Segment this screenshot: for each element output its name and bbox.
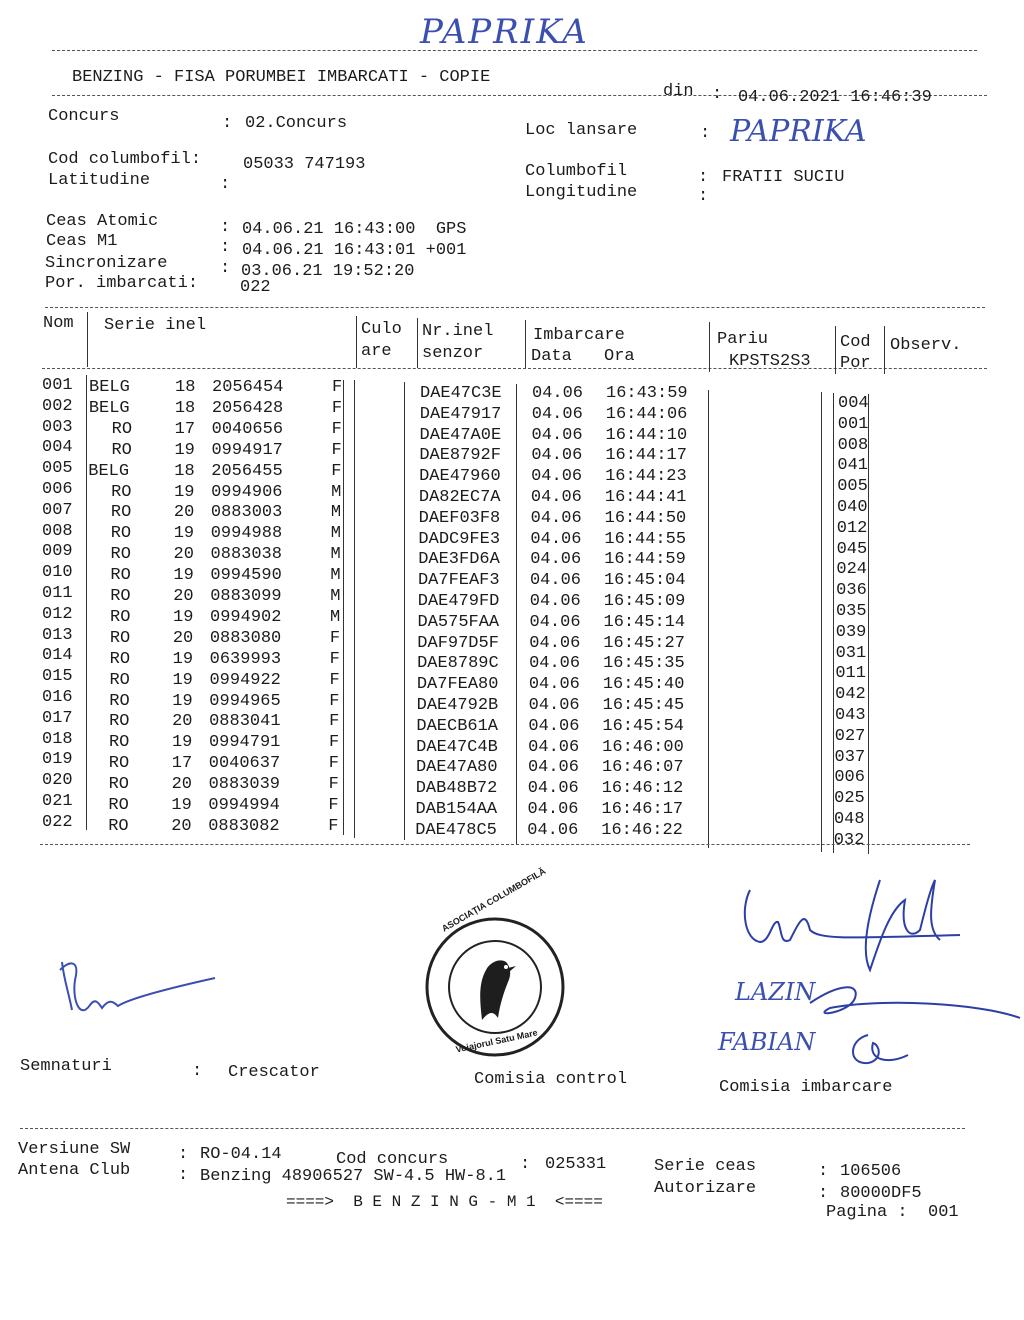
hdr-sep [709, 322, 710, 372]
row-nom: 013 [42, 625, 73, 645]
row-an: 19 [172, 691, 193, 711]
row-ora: 16:46:12 [601, 779, 684, 799]
row-senzor: DAE478C5 [415, 820, 497, 840]
row-sex: F [331, 461, 342, 481]
row-data: 04.06 [527, 758, 579, 778]
row-tara: RO [108, 796, 129, 815]
row-sex: M [330, 566, 341, 586]
row-data: 04.06 [530, 550, 582, 570]
row-nom: 014 [42, 646, 73, 666]
row-nr: 0994906 [211, 482, 283, 502]
row-sex: F [328, 733, 340, 753]
row-cod: 006 [834, 768, 865, 788]
row-sex: F [329, 649, 340, 669]
row-senzor: DAE47917 [419, 404, 502, 424]
col-imb-data: Data [531, 347, 572, 366]
hdr-sep [87, 312, 88, 367]
cod-columbofil-label: Cod columbofil: [48, 150, 202, 169]
row-nr: 0883039 [208, 775, 280, 795]
hdr-sep [525, 320, 526, 368]
row-an: 19 [172, 649, 194, 669]
row-nr: 0883038 [210, 545, 282, 565]
row-nr: 0994994 [208, 796, 280, 815]
row-sex: F [329, 670, 340, 690]
row-senzor: DAE479FD [417, 592, 500, 611]
row-data: 04.06 [531, 446, 583, 466]
row-ora: 16:44:06 [605, 404, 688, 424]
row-nr: 0994917 [211, 440, 283, 460]
row-cod: 039 [835, 622, 867, 642]
cm-sep: : [220, 238, 231, 257]
row-nom: 007 [42, 500, 73, 520]
versiune-label: Versiune SW [18, 1140, 131, 1159]
cod-columbofil-value: 05033 747193 [243, 155, 366, 174]
row-sex: F [329, 691, 340, 711]
signer-lazin: LAZIN [735, 978, 816, 1006]
row-nom: 002 [42, 396, 73, 416]
row-cod: 048 [833, 810, 865, 829]
row-cod: 005 [837, 477, 868, 497]
row-tara: BELG [88, 461, 130, 481]
row-nr: 2056428 [211, 398, 284, 418]
row-data: 04.06 [529, 654, 581, 674]
row-nr: 0994902 [210, 607, 282, 627]
row-sex: F [329, 712, 340, 732]
comisia-imbarcare-label: Comisia imbarcare [719, 1078, 893, 1097]
row-data: 04.06 [530, 529, 582, 549]
hdr-sep [417, 318, 418, 368]
handwritten-title: PAPRIKA [420, 12, 589, 52]
row-nr: 0639993 [209, 649, 282, 669]
long-sep: : [698, 187, 709, 206]
row-sex: M [331, 482, 342, 502]
row-sex: F [328, 754, 339, 774]
row-ora: 16:44:23 [605, 467, 687, 487]
col-cod: Cod [840, 333, 871, 352]
cod-concurs-label: Cod concurs [336, 1150, 449, 1169]
concurs-sep: : [222, 114, 233, 133]
pagina-value: 001 [928, 1203, 959, 1222]
row-tara: RO [110, 545, 131, 565]
table-row [40, 812, 940, 850]
row-data: 04.06 [528, 675, 580, 695]
row-an: 19 [174, 440, 195, 460]
ceas-m1-value: 04.06.21 16:43:01 +001 [242, 241, 467, 260]
col-imb-ora: Ora [604, 347, 635, 366]
row-nr: 0994988 [210, 524, 283, 544]
row-nom: 019 [42, 750, 73, 770]
stamp-bottom-text: Voiajorul Satu Mare [454, 1027, 539, 1055]
row-senzor: DAE47A80 [415, 758, 498, 778]
antena-value: Benzing 48906527 SW-4.5 HW-8.1 [200, 1167, 507, 1186]
row-senzor: DAF97D5F [417, 633, 499, 653]
row-senzor: DA7FEAF3 [417, 571, 500, 591]
row-ora: 16:45:04 [603, 571, 686, 591]
row-an: 20 [173, 545, 194, 565]
row-nom: 004 [42, 438, 73, 458]
concurs-value: 02.Concurs [245, 114, 348, 133]
row-cod: 011 [835, 664, 866, 684]
autorizare-value: 80000DF5 [840, 1184, 922, 1203]
columbofil-label: Columbofil [525, 162, 628, 181]
row-an: 18 [175, 378, 196, 397]
row-an: 18 [174, 398, 196, 418]
row-sex: M [330, 524, 341, 544]
row-data: 04.06 [529, 571, 581, 591]
row-sex: F [331, 440, 342, 460]
cod-concurs-value: 025331 [545, 1155, 607, 1174]
row-nom: 003 [42, 417, 73, 437]
row-ora: 16:45:27 [603, 633, 685, 653]
row-nom: 021 [42, 792, 73, 811]
semnaturi-sep: : [192, 1062, 203, 1081]
row-nom: 009 [42, 542, 73, 562]
row-nom: 011 [42, 584, 73, 603]
serie-ceas-sep: : [818, 1162, 829, 1181]
row-cod: 043 [834, 706, 866, 725]
row-nom: 015 [42, 667, 73, 687]
row-sex: F [328, 816, 339, 836]
row-senzor: DAE47A0E [419, 425, 502, 445]
header-title: BENZING - FISA PORUMBEI IMBARCATI - COPIE [72, 68, 491, 87]
commission-signature-fabian-flourish [838, 1025, 918, 1075]
row-cod: 031 [835, 643, 867, 663]
hdr-sep [356, 316, 357, 368]
row-senzor: DAE47C4B [416, 737, 498, 757]
row-an: 19 [171, 796, 192, 815]
serie-ceas-label: Serie ceas [654, 1157, 757, 1176]
row-cod: 012 [836, 518, 868, 538]
row-nom: 017 [42, 708, 73, 728]
row-nr: 0883080 [209, 628, 282, 648]
row-nom: 001 [42, 376, 73, 395]
col-nom: Nom [43, 314, 74, 333]
sync-sep: : [220, 259, 231, 278]
columbofil-sep: : [698, 168, 709, 187]
sincronizare-value: 03.06.21 19:52:20 [241, 262, 415, 281]
row-nr: 0883082 [208, 816, 280, 836]
commission-signature-1 [730, 870, 990, 990]
row-nr: 0994922 [209, 670, 281, 690]
row-ora: 16:45:45 [602, 696, 685, 715]
row-nr: 0994791 [208, 733, 281, 753]
col-pariu-types: KPSTS2S3 [729, 352, 811, 371]
row-senzor: DAB48B72 [415, 779, 498, 799]
crescator-label: Crescator [228, 1063, 320, 1082]
row-tara: RO [111, 440, 132, 460]
row-senzor: DAE47960 [419, 467, 501, 487]
row-ora: 16:44:10 [605, 425, 688, 445]
row-an: 18 [174, 461, 195, 481]
comisia-control-label: Comisia control [474, 1070, 628, 1089]
concurs-label: Concurs [48, 107, 120, 126]
por-imbarcati-label: Por. imbarcati: [45, 274, 199, 293]
row-cod: 036 [836, 581, 867, 601]
row-an: 20 [173, 587, 194, 606]
benzing-banner: ====> B E N Z I N G - M 1 <==== [286, 1193, 603, 1211]
columbofil-value: FRATII SUCIU [722, 168, 845, 187]
row-sex: F [329, 628, 341, 648]
row-cod: 025 [834, 789, 865, 809]
row-senzor: DA7FEA80 [416, 675, 499, 695]
pagina-label: Pagina : [826, 1203, 908, 1222]
col-serie: Serie inel [104, 316, 207, 335]
antena-sep: : [178, 1166, 189, 1185]
row-tara: RO [110, 566, 131, 586]
row-cod: 008 [837, 435, 869, 455]
row-an: 19 [174, 482, 195, 502]
row-senzor: DAE8789C [417, 654, 499, 674]
row-sex: F [332, 378, 343, 397]
row-an: 19 [173, 524, 195, 544]
row-ora: 16:46:17 [601, 800, 684, 819]
row-senzor: DA82EC7A [418, 488, 501, 507]
row-data: 04.06 [531, 425, 583, 445]
row-nr: 2056455 [211, 461, 283, 481]
row-an: 20 [172, 712, 193, 732]
row-tara: BELG [88, 398, 130, 418]
header-date-label: din [663, 82, 694, 101]
versiune-sep: : [178, 1145, 189, 1164]
col-observ: Observ. [890, 336, 962, 355]
row-nom: 010 [42, 563, 73, 583]
row-tara: RO [109, 712, 130, 732]
row-an: 19 [171, 733, 193, 753]
row-ora: 16:45:40 [602, 675, 685, 695]
row-cod: 004 [838, 394, 869, 413]
row-data: 04.06 [530, 488, 582, 507]
row-nom: 006 [42, 480, 73, 499]
row-an: 20 [171, 775, 192, 795]
row-tara: RO [109, 628, 131, 648]
row-nom: 005 [42, 459, 73, 479]
col-nrinel2: senzor [422, 344, 484, 363]
row-ora: 16:45:09 [603, 592, 686, 611]
col-por: Por [840, 354, 871, 373]
row-data: 04.06 [528, 716, 580, 736]
row-ora: 16:43:59 [606, 384, 688, 403]
row-sex: F [331, 419, 342, 439]
row-senzor: DAEF03F8 [418, 508, 501, 528]
row-data: 04.06 [528, 696, 580, 715]
row-cod: 001 [837, 414, 869, 434]
ca-sep: : [220, 218, 231, 237]
row-senzor: DAE8792F [419, 446, 501, 466]
col-pariu: Pariu [717, 330, 769, 349]
row-an: 20 [172, 628, 194, 648]
versiune-value: RO-04.14 [200, 1145, 282, 1164]
row-data: 04.06 [530, 508, 582, 528]
lat-sep: : [220, 175, 231, 194]
row-tara: RO [108, 754, 130, 774]
row-ora: 16:44:17 [605, 446, 687, 466]
row-data: 04.06 [529, 612, 581, 632]
row-nr: 2056454 [212, 378, 284, 397]
stamp-top-text: ASOCIAȚIA COLUMBOFILĂ [440, 865, 548, 934]
row-tara: RO [109, 649, 131, 669]
row-nom: 018 [42, 729, 73, 749]
row-tara: RO [110, 587, 131, 606]
row-senzor: DAE3FD6A [418, 550, 500, 570]
ceas-atomic-label: Ceas Atomic [46, 212, 159, 231]
row-nom: 022 [42, 812, 73, 832]
row-ora: 16:44:59 [604, 550, 686, 570]
row-ora: 16:45:35 [603, 654, 685, 674]
autorizare-label: Autorizare [654, 1179, 757, 1198]
row-data: 04.06 [527, 800, 579, 819]
row-sex: M [330, 545, 341, 565]
row-tara: RO [108, 775, 129, 795]
row-senzor: DAE4792B [416, 696, 499, 715]
row-ora: 16:46:07 [601, 758, 684, 778]
row-tara: RO [110, 503, 132, 523]
row-ora: 16:45:54 [602, 716, 685, 736]
row-sex: F [328, 796, 339, 815]
cod-concurs-sep: : [520, 1155, 531, 1174]
row-an: 20 [173, 503, 195, 523]
crescator-signature [50, 950, 270, 1030]
autorizare-sep: : [818, 1184, 829, 1203]
table-header-rule [42, 368, 987, 369]
row-senzor: DADC9FE3 [418, 529, 501, 549]
row-senzor: DAECB61A [416, 716, 499, 736]
row-sex: F [331, 398, 343, 418]
row-cod: 037 [834, 747, 866, 767]
serie-ceas-value: 106506 [840, 1162, 902, 1181]
row-sex: M [330, 503, 342, 523]
loc-lansare-label: Loc lansare [525, 121, 638, 140]
row-nr: 0040656 [211, 419, 284, 439]
ceas-m1-label: Ceas M1 [46, 232, 118, 251]
row-an: 17 [171, 754, 193, 774]
header-top-rule [52, 50, 977, 51]
row-sex: M [330, 607, 341, 627]
row-an: 17 [174, 419, 196, 439]
row-data: 04.06 [527, 820, 579, 840]
header-date-sep: : [712, 85, 723, 104]
row-ora: 16:45:14 [603, 612, 686, 632]
row-tara: RO [108, 816, 129, 836]
row-ora: 16:46:00 [602, 737, 684, 757]
row-tara: RO [108, 733, 130, 753]
row-data: 04.06 [529, 592, 581, 611]
row-cod: 027 [834, 726, 866, 746]
loc-sep: : [700, 124, 711, 143]
row-nr: 0994965 [209, 691, 281, 711]
row-sex: F [328, 775, 339, 795]
row-cod: 042 [835, 685, 866, 705]
row-tara: RO [109, 670, 130, 690]
table-bottom-rule [40, 844, 970, 845]
hdr-sep [884, 326, 885, 374]
row-data: 04.06 [528, 737, 580, 757]
row-an: 19 [172, 670, 193, 690]
por-imbarcati-value: 022 [240, 278, 271, 297]
longitudine-label: Longitudine [525, 183, 638, 202]
row-ora: 16:46:22 [601, 820, 683, 840]
row-data: 04.06 [527, 779, 579, 799]
row-sex: M [330, 587, 341, 606]
footer-rule [20, 1128, 965, 1129]
row-nom: 020 [42, 771, 73, 791]
table-top-rule [45, 307, 985, 308]
col-culo2: are [361, 342, 392, 361]
row-tara: RO [110, 524, 132, 544]
col-culo1: Culo [361, 320, 402, 339]
row-senzor: DAE47C3E [420, 384, 502, 403]
sincronizare-label: Sincronizare [45, 254, 168, 273]
col-nrinel1: Nr.inel [422, 322, 494, 341]
row-cod: 024 [836, 560, 867, 580]
row-cod: 045 [836, 539, 868, 559]
row-cod: 032 [833, 830, 865, 850]
signer-fabian: FABIAN [718, 1028, 816, 1056]
row-senzor: DAB154AA [415, 800, 498, 819]
row-tara: RO [111, 419, 133, 439]
row-nr: 0883003 [210, 503, 283, 523]
row-an: 20 [171, 816, 192, 836]
semnaturi-label: Semnaturi [20, 1057, 112, 1076]
latitudine-label: Latitudine [48, 171, 151, 190]
row-ora: 16:44:55 [604, 529, 687, 549]
col-imbarcare: Imbarcare [533, 326, 625, 345]
hdr-sep [835, 326, 836, 374]
row-senzor: DA575FAA [417, 612, 500, 632]
row-an: 19 [173, 607, 194, 627]
row-tara: BELG [89, 378, 130, 397]
row-ora: 16:44:50 [604, 508, 687, 528]
row-nr: 0883099 [210, 587, 282, 606]
row-tara: RO [110, 607, 131, 627]
header-date-value: 04.06.2021 16:46:39 [738, 88, 932, 107]
row-cod: 035 [835, 602, 867, 621]
row-data: 04.06 [531, 467, 583, 487]
row-cod: 040 [836, 498, 868, 517]
row-nom: 016 [42, 688, 73, 707]
row-data: 04.06 [529, 633, 581, 653]
row-nom: 012 [42, 604, 73, 624]
row-cod: 041 [837, 456, 868, 476]
row-nom: 008 [42, 521, 73, 541]
row-tara: RO [111, 482, 132, 502]
row-tara: RO [109, 691, 130, 711]
row-nr: 0994590 [210, 566, 282, 586]
row-data: 04.06 [532, 384, 584, 403]
loc-handwritten: PAPRIKA [730, 114, 867, 149]
row-ora: 16:44:41 [604, 488, 687, 507]
ceas-atomic-value: 04.06.21 16:43:00 GPS [242, 220, 467, 239]
row-an: 19 [173, 566, 194, 586]
row-nr: 0883041 [209, 712, 281, 732]
row-nr: 0040637 [208, 754, 281, 774]
row-data: 04.06 [531, 404, 583, 424]
antena-label: Antena Club [18, 1161, 131, 1180]
